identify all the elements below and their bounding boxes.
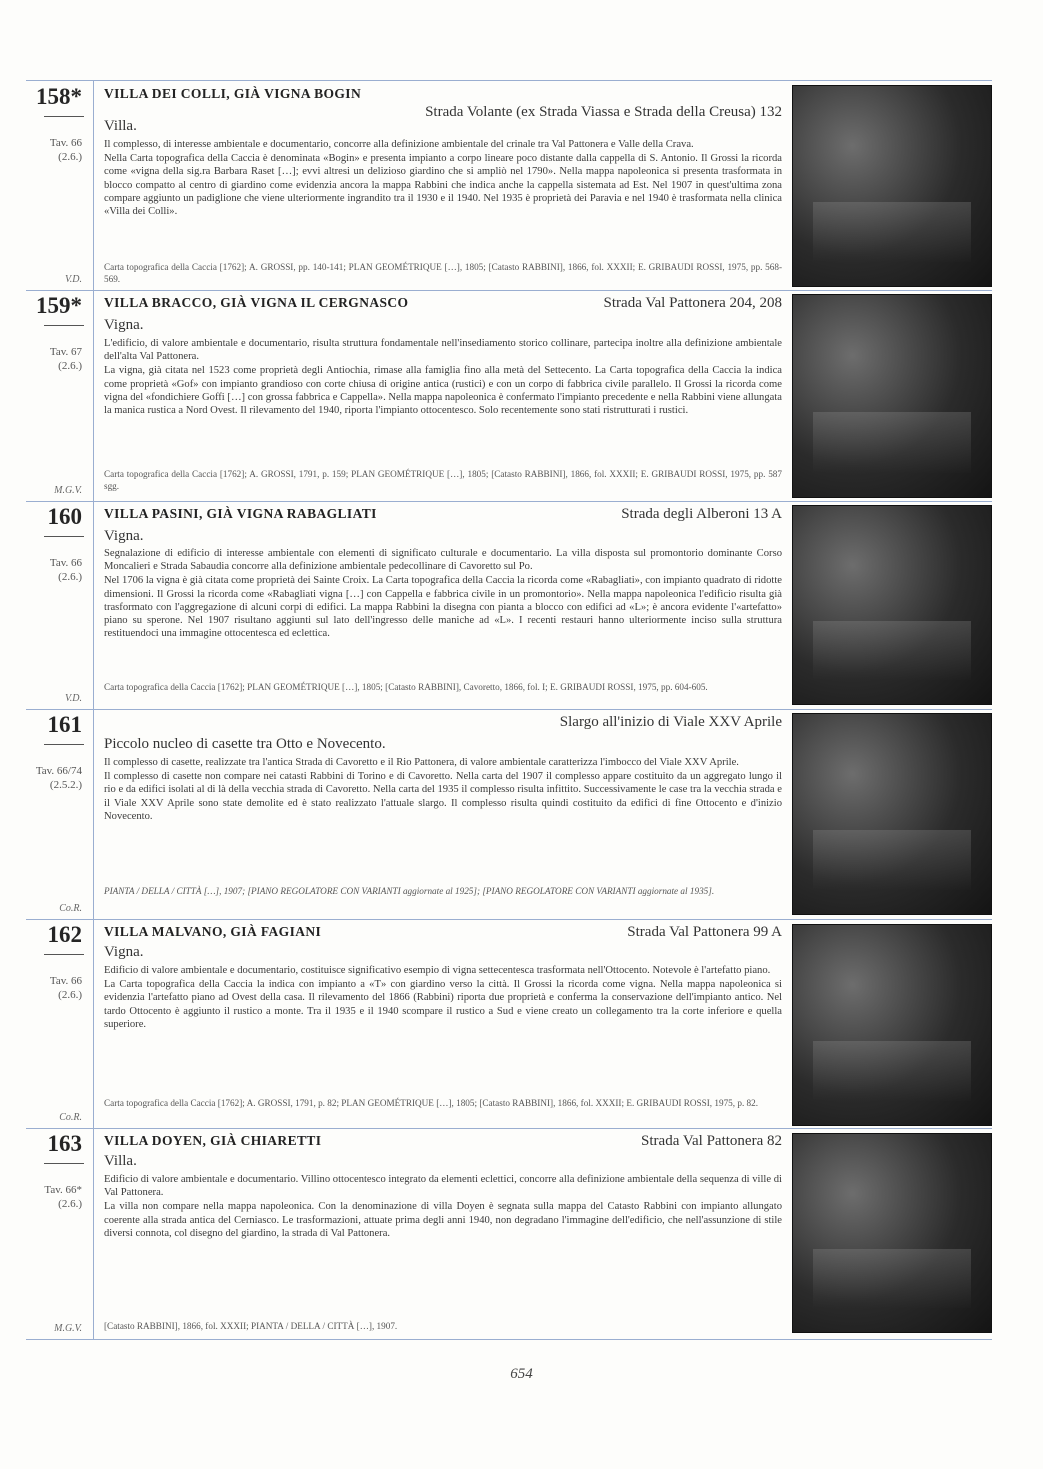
- entry-text: [104, 337, 782, 418]
- number-underline: [44, 954, 84, 955]
- entry-bibliography: Carta topografica della Caccia [1762]; A. GROSSI, 1791, p. 82; PLAN GEOMÉTRIQUE […], 1805; [Catasto RABBINI], 1866, fol. XXXII; E. GRIBAUDI ROSSI, 1975, p. 82.: [104, 1098, 759, 1108]
- entry-title: VILLA PASINI, GIÀ VIGNA RABAGLIATI: [104, 506, 377, 521]
- tavola-ref: Tav. 66 (2.6.): [49, 137, 82, 163]
- entry-160: [26, 502, 992, 710]
- entry-161: [26, 710, 992, 920]
- entry-photo: [792, 924, 992, 1126]
- author-initials: Co.R.: [59, 1112, 82, 1123]
- number-underline: [44, 325, 84, 326]
- entry-photo: [792, 85, 992, 287]
- author-initials: M.G.V.: [54, 485, 82, 496]
- entry-162: [26, 920, 992, 1129]
- entry-bibliography: Carta topografica della Caccia [1762]; PLAN GEOMÉTRIQUE […], 1805; [Catasto RABBINI], Cavoretto, 1866, fol. I; E. GRIBAUDI ROSSI, 1975, pp. 604-605.: [104, 682, 708, 692]
- entry-number: 159*: [36, 293, 82, 318]
- author-initials: V.D.: [64, 693, 82, 704]
- entry-summary: Il complesso di casette, realizzate tra l'antica Strada di Cavoretto e il Rio Pattonera, di valore ambientale caratterizza l'imbocco del Viale XXV Aprile.: [104, 757, 739, 768]
- entry-content: [104, 710, 782, 919]
- entry-address: Strada Val Pattonera 204, 208: [603, 295, 782, 311]
- entry-type: Villa.: [104, 118, 137, 134]
- entry-title: VILLA BRACCO, GIÀ VIGNA IL CERGNASCO: [104, 295, 409, 310]
- entry-number: 160: [47, 504, 82, 529]
- entry-title: VILLA MALVANO, GIÀ FAGIANI: [104, 924, 322, 939]
- author-initials: V.D.: [64, 274, 82, 285]
- entry-address: Strada Val Pattonera 99 A: [627, 924, 782, 940]
- entry-number: 158*: [36, 84, 82, 109]
- entry-type: Vigna.: [104, 944, 144, 960]
- top-rule: [26, 80, 992, 81]
- entry-text: [104, 756, 782, 824]
- entry-title: VILLA DEI COLLI, GIÀ VIGNA BOGIN: [104, 86, 362, 101]
- entry-content: [104, 1129, 782, 1339]
- entry-159: [26, 291, 992, 502]
- entry-address: Strada Volante (ex Strada Viassa e Strada della Creusa) 132: [425, 104, 782, 120]
- entry-photo: [792, 505, 992, 705]
- entry-description: La villa non compare nella mappa napoleonica. Con la denominazione di villa Doyen è segnata sulla mappa del Catasto Rabbini con impianto allungato coerente alla strada antica del Cerniasco. Le trasformazioni, attuate prima degli anni 1940, non degradano l'immagine dell'edificio, che nell'assunzione di stile diversi connota, col disegno del giardino, la strada di Val Pattonera.: [104, 1201, 782, 1239]
- entry-158: [26, 82, 992, 291]
- entry-photo: [792, 294, 992, 498]
- number-underline: [44, 536, 84, 537]
- entry-bibliography: [Catasto RABBINI], 1866, fol. XXXII; PIANTA / DELLA / CITTÀ […], 1907.: [104, 1321, 398, 1331]
- entry-summary: Segnalazione di edificio di interesse ambientale con elementi di significato culturale e documentario. La villa disposta sul promontorio dominante Corso Moncalieri e Strada Sabaudia concorre alla definizione ambientale pedecollinare di Cavoretto sul Po.: [104, 548, 782, 573]
- entry-summary: Edificio di valore ambientale e documentario, costituisce significativo esempio di vigna settecentesca trasformata nell'Ottocento. Notevole è l'artefatto piano.: [104, 965, 771, 976]
- entry-number: 161: [47, 712, 82, 737]
- entry-content: [104, 502, 782, 709]
- entry-text: [104, 1173, 782, 1241]
- entry-content: [104, 920, 782, 1128]
- entry-description: Nella Carta topografica della Caccia è denominata «Bogin» e presenta impianto a corpo lineare poco distante dalla cappella di S. Antonio. Il Grossi la ricorda come «vigna della sig.ra Barbara Raset […]; evvi altresi un delizioso giardino che si ampliò nel 1790». Nella mappa napoleonica si presenta trasformata in blocco compatto al centro di giardino come evidenzia ancora la mappa Rabbini che indica anche la cappella sistemata ad Est. Nel 1907 in quest'ultima zona compare aggiunto un padiglione che viene ulteriormente ingrandito tra il 1930 e il 1940. Nel 1935 è proprietà dei Paravia e nel 1940 è trasformata nella clinica «Villa dei Colli».: [104, 153, 782, 218]
- author-initials: M.G.V.: [54, 1323, 82, 1334]
- entry-address: Strada Val Pattonera 82: [641, 1133, 782, 1149]
- page-number: 654: [510, 1366, 533, 1382]
- entry-bibliography: Carta topografica della Caccia [1762]; A. GROSSI, pp. 140-141; PLAN GEOMÉTRIQUE […], 1805; [Catasto RABBINI], 1866, fol. XXXII; E. GRIBAUDI ROSSI, 1975, pp. 568-569.: [104, 262, 782, 284]
- entry-photo: [792, 713, 992, 915]
- entry-description: Nel 1706 la vigna è già citata come proprietà dei Sainte Croix. La Carta topografica della Caccia la ricorda come «Rabagliati», con impianto quadrato di ridotte dimensioni. Il Grossi la ricorda come «Rabagliati vigna […] con Cappella e fabbrica civile in un promontorio». Nella mappa napoleonica l'edificio risulta già trasformato con l'aggregazione di alcuni corpi di edifici. La mappa Rabbini la disegna con pianta a blocco con edifici ad «L»; è ancora evidente l'«artefatto» piano su sperone. Nel 1907 risultano aggiunti sul lato dell'ingresso delle maniche ad «L». I recenti restauri hanno ulteriormente inciso sulla struttura restituendoci una immagine ottocentesca ed eclettica.: [104, 575, 782, 640]
- tavola-ref: Tav. 66 (2.6.): [49, 557, 82, 583]
- entry-description: La Carta topografica della Caccia la indica con impianto a «T» con giardino verso la città. Il Grossi la ricorda come vigna. Nella mappa napoleonica si evidenzia l'artefatto piano ad Ovest della casa. Il rilevamento del 1866 (Rabbini) riporta due proprietà e conferma la conservazione dell'impianto antico. Nel tardo Ottocento è aggiunto il rustico a monte. Tra il 1935 e il 1940 scompare il rustico a Sud e viene creato un collegamento tra la corte inferiore e quella superiore.: [104, 979, 782, 1030]
- entry-number: 163: [47, 1131, 82, 1156]
- entry-bibliography: PIANTA / DELLA / CITTÀ […], 1907; [PIANO REGOLATORE CON VARIANTI aggiornate al 1925]; [PIANO REGOLATORE CON VARIANTI aggiornate al 1935].: [104, 886, 715, 896]
- entry-type: Vigna.: [104, 317, 144, 333]
- entry-text: [104, 138, 782, 219]
- entry-summary: Il complesso, di interesse ambientale e documentario, concorre alla definizione ambientale del crinale tra Val Pattonera e Valle della Crava.: [104, 139, 694, 150]
- author-initials: Co.R.: [59, 903, 82, 914]
- entry-title: VILLA DOYEN, GIÀ CHIARETTI: [104, 1133, 322, 1148]
- tavola-ref: Tav. 67 (2.6.): [49, 346, 82, 372]
- entry-address: Strada degli Alberoni 13 A: [621, 506, 782, 522]
- entry-photo: [792, 1133, 992, 1333]
- entry-number: 162: [47, 922, 82, 947]
- tavola-ref: Tav. 66* (2.6.): [44, 1184, 82, 1210]
- number-underline: [44, 116, 84, 117]
- entry-type: Villa.: [104, 1153, 137, 1169]
- entry-type: Piccolo nucleo di casette tra Otto e Novecento.: [104, 736, 386, 752]
- entry-163: [26, 1129, 992, 1340]
- entry-description: La vigna, già citata nel 1523 come proprietà degli Antiochia, rimase alla famiglia fino alla metà del Settecento. La Carta topografica della Caccia la indica come proprietà «Gof» con impianto grandioso con corte chiusa di origine antica (rustici) e con un corpo di fabbrica civile parallelo. Il Grossi la ricorda come vigna del «fondichiere Goffi […] con grossa fabbrica e Cappella». Nella mappa napoleonica è confermato l'impianto precedente e nella Rabbini viene allungata la manica rustica a Nord Ovest. Il rilevamento del 1940, riporta l'impianto ottocentesco. Solo recentemente sono stati ristrutturati i rustici.: [104, 365, 782, 417]
- entry-type: Vigna.: [104, 528, 144, 544]
- tavola-ref: Tav. 66 (2.6.): [49, 975, 82, 1001]
- number-underline: [44, 744, 84, 745]
- entry-description: Il complesso di casette non compare nei catasti Rabbini di Torino e di Cavoretto. Nella carta del 1907 il complesso appare costituito da un aggregato lungo il rio e da edifici isolati al di là della vecchia strada di Cavoretto. Nella carta del 1935 il complesso risulta infittito. Successivamente le case tra la vecchia strada e il Viale XXV Aprile sono state demolite ed è stato realizzato l'attuale slargo. Il complesso risulta quindi costituito da edifici di fine Ottocento e d'inizio Novecento.: [104, 771, 782, 822]
- entry-address: Slargo all'inizio di Viale XXV Aprile: [559, 714, 782, 730]
- entry-content: [104, 291, 782, 501]
- tavola-ref: Tav. 66/74 (2.5.2.): [35, 765, 82, 791]
- number-underline: [44, 1163, 84, 1164]
- entry-bibliography: Carta topografica della Caccia [1762]; A. GROSSI, 1791, p. 159; PLAN GEOMÉTRIQUE […], 1805; [Catasto RABBINI], 1866, fol. XXXII; E. GRIBAUDI ROSSI, 1975, pp. 587 sgg.: [104, 469, 782, 491]
- entry-content: [104, 82, 782, 290]
- entry-text: [104, 547, 782, 641]
- entry-summary: L'edificio, di valore ambientale e documentario, risulta struttura fondamentale nell'insediamento storico collinare, partecipa inoltre alla definizione ambientale dell'alta Val Pattonera.: [104, 338, 782, 363]
- entry-summary: Edificio di valore ambientale e documentario. Villino ottocentesco integrato da elementi eclettici, concorre alla definizione ambientale della sequenza di ville di Val Pattonera.: [104, 1174, 782, 1199]
- entry-text: [104, 964, 782, 1032]
